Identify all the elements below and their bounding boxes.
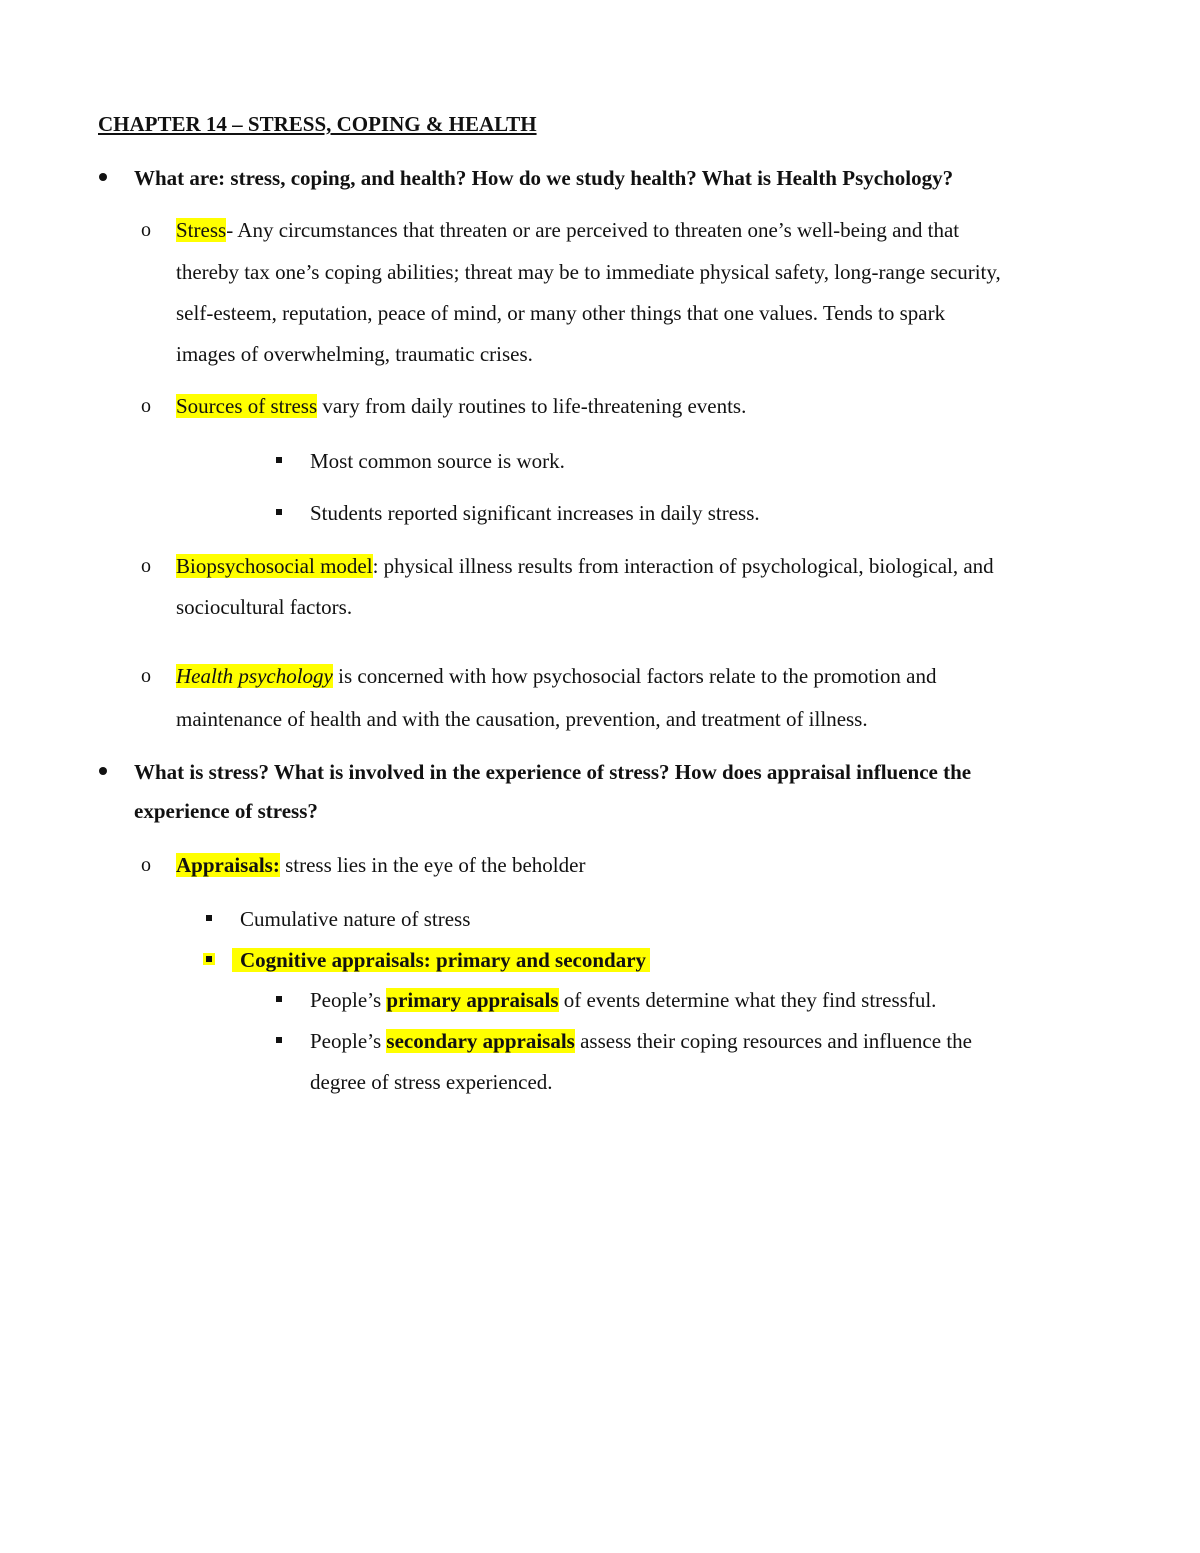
- term-highlight: Biopsychosocial model: [176, 554, 373, 578]
- definition-text: images of overwhelming, traumatic crises.: [176, 342, 533, 366]
- definition-text: - Any circumstances that threaten or are perceived to threaten one’s well-being and that: [226, 218, 960, 242]
- bullet-circle-icon: o: [141, 665, 151, 687]
- sub-list-item: Most common source is work.: [310, 449, 565, 473]
- term-highlight: Appraisals:: [176, 853, 280, 877]
- bullet-circle-icon: o: [141, 395, 151, 417]
- definition-text: thereby tax one’s coping abilities; threat may be to immediate physical safety, long-range security,: [176, 260, 1001, 284]
- list-item-biopsychosocial: [176, 554, 994, 578]
- bullet-square-icon: [206, 956, 212, 962]
- definition-text: self-esteem, reputation, peace of mind, or many other things that one values. Tends to spark: [176, 301, 946, 325]
- term-highlight: primary appraisals: [386, 988, 559, 1012]
- bullet-disc-icon: [99, 767, 107, 775]
- sub-list-item: Students reported significant increases in daily stress.: [310, 501, 760, 525]
- sub-sub-list-item: [310, 1029, 972, 1053]
- item-text: assess their coping resources and influence the: [574, 1029, 972, 1053]
- definition-text: is concerned with how psychosocial factors relate to the promotion and: [332, 664, 937, 688]
- definition-text: : physical illness results from interaction of psychological, biological, and: [372, 554, 994, 578]
- definition-text: sociocultural factors.: [176, 595, 353, 619]
- bullet-square-icon: [206, 915, 212, 921]
- list-item-stress: [176, 218, 959, 242]
- bullet-square-icon: [276, 509, 282, 515]
- bullet-square-icon: [276, 996, 282, 1002]
- sub-list-item-highlight: [232, 948, 650, 972]
- definition-text: stress lies in the eye of the beholder: [279, 853, 586, 877]
- definition-text: vary from daily routines to life-threatening events.: [317, 394, 747, 418]
- bullet-disc-icon: [99, 173, 107, 181]
- term-highlight: Sources of stress: [176, 394, 318, 418]
- section-question: What is stress? What is involved in the experience of stress? How does appraisal influence the: [134, 760, 972, 784]
- definition-text: maintenance of health and with the causation, prevention, and treatment of illness.: [176, 707, 868, 731]
- item-text: People’s: [310, 1029, 387, 1053]
- bullet-square-icon: [276, 1037, 282, 1043]
- bullet-circle-icon: o: [141, 219, 151, 241]
- list-item-sources: [176, 394, 746, 418]
- page-title: CHAPTER 14 – STRESS, COPING & HEALTH: [98, 112, 537, 136]
- list-item-health-psychology: [176, 664, 936, 688]
- bullet-circle-icon: o: [141, 555, 151, 577]
- item-text: People’s: [310, 988, 387, 1012]
- sub-sub-list-item: [310, 988, 936, 1012]
- list-item-appraisals: [176, 853, 585, 877]
- section-question: experience of stress?: [134, 799, 318, 823]
- term-highlight: secondary appraisals: [386, 1029, 575, 1053]
- term-highlight: Health psychology: [176, 664, 333, 688]
- bullet-circle-icon: o: [141, 854, 151, 876]
- highlighted-heading: Cognitive appraisals: primary and secondary: [232, 948, 650, 972]
- section-question: What are: stress, coping, and health? How do we study health? What is Health Psychology?: [134, 166, 954, 190]
- item-text: of events determine what they find stressful.: [558, 988, 937, 1012]
- item-text: degree of stress experienced.: [310, 1070, 553, 1094]
- bullet-square-icon: [276, 457, 282, 463]
- sub-list-item: Cumulative nature of stress: [240, 907, 471, 931]
- term-highlight: Stress: [176, 218, 227, 242]
